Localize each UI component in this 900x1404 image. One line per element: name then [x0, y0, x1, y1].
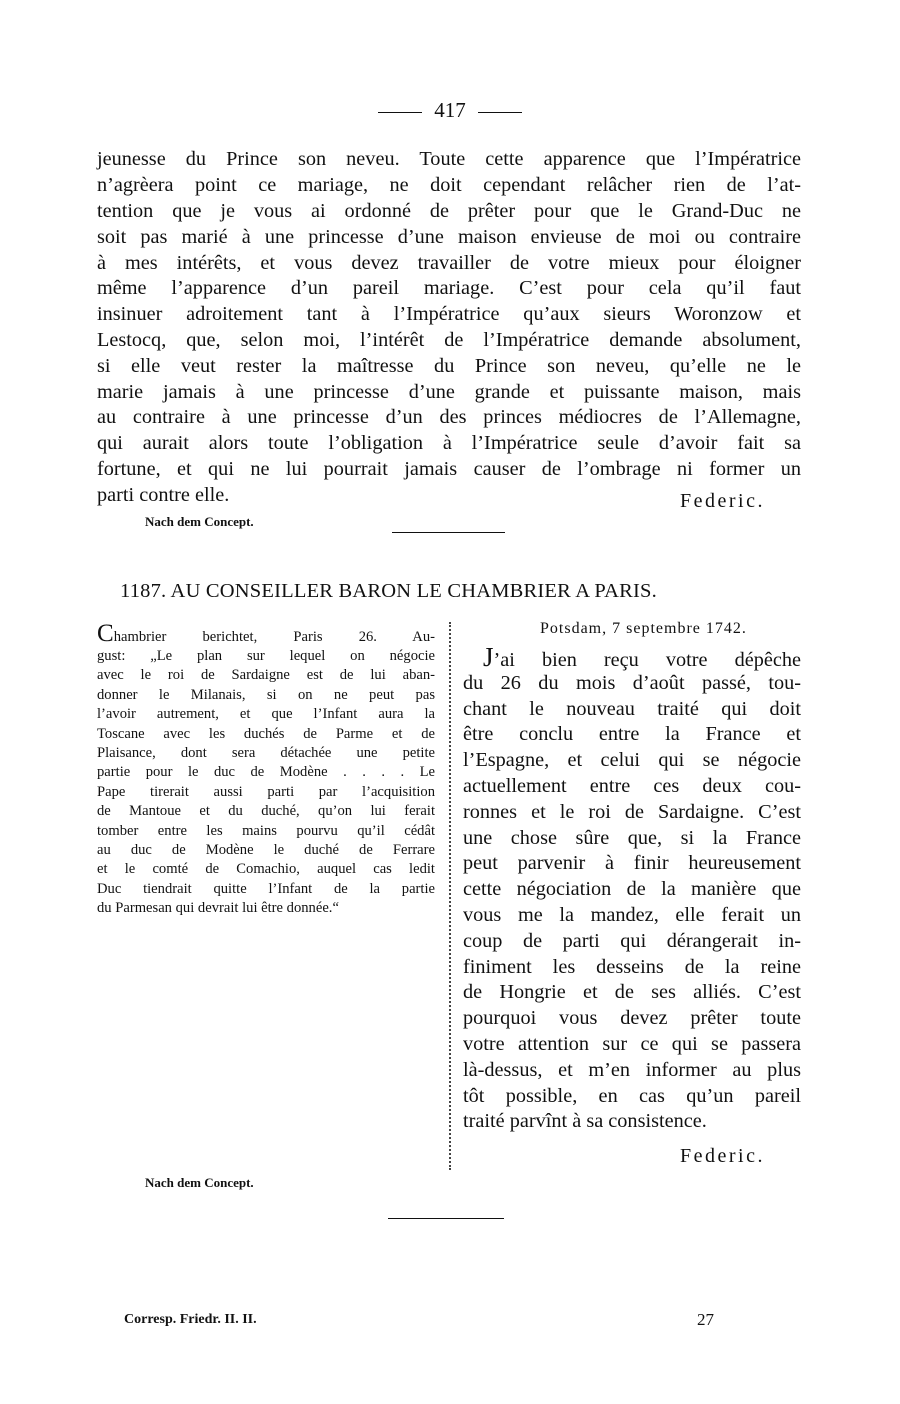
left-column-line: et le comté de Comachio, auquel cas ledit — [97, 861, 435, 877]
right-column-line: J’ai bien reçu votre dépêche — [483, 642, 801, 672]
body-line: tention que je vous ai ordonné de prêter pour que le Grand-Duc ne — [97, 200, 801, 222]
right-column-line: du 26 du mois d’août passé, tou- — [463, 672, 801, 694]
section-divider — [392, 532, 505, 533]
left-column-line: gust: „Le plan sur lequel on négocie — [97, 648, 435, 664]
header-rule-right — [478, 112, 522, 113]
left-column-line: avec le roi de Sardaigne est de lui aban- — [97, 667, 435, 683]
page-header — [0, 98, 900, 123]
right-column-line: chant le nouveau traité qui doit — [463, 698, 801, 720]
source-note: Nach dem Concept. — [145, 514, 254, 529]
signature: Federic. — [680, 490, 765, 512]
right-column-line: peut parvenir à finir heureusement — [463, 852, 801, 874]
footer-sheet-number: 27 — [697, 1310, 714, 1329]
body-line: marie jamais à une princesse d’une grande et puissante maison, mais — [97, 381, 801, 403]
column-separator — [449, 622, 451, 1170]
right-column-line: une chose sûre que, si la France — [463, 827, 801, 849]
dropcap: C — [97, 620, 114, 647]
source-note: Nach dem Concept. — [145, 1175, 254, 1190]
body-line: si elle veut rester la maîtresse du Prince son neveu, qu’elle ne le — [97, 355, 801, 377]
body-line: au contraire à une princesse d’un des princes médiocres de l’Allemagne, — [97, 406, 801, 428]
left-column-line: Toscane avec les duchés de Parme et de — [97, 726, 435, 742]
right-column-line: votre attention sur ce qui se passera — [463, 1033, 801, 1055]
right-column-line: coup de parti qui dérangerait in- — [463, 930, 801, 952]
right-column-line: actuellement entre ces deux cou- — [463, 775, 801, 797]
body-line: insinuer adroitement tant à l’Impératrice qu’aux sieurs Woronzow et — [97, 303, 801, 325]
page-number: 417 — [434, 98, 466, 122]
body-line: même l’apparence d’un pareil mariage. C’est pour cela qu’il faut — [97, 277, 801, 299]
section-divider — [388, 1218, 504, 1219]
left-column-line: Duc tiendrait quitte l’Infant de la partie — [97, 881, 435, 897]
body-line: jeunesse du Prince son neveu. Toute cette apparence que l’Impératrice — [97, 148, 801, 170]
body-line: qui aurait alors toute l’obligation à l’Impératrice seule d’avoir fait sa — [97, 432, 801, 454]
left-column-line: tomber entre les mains pourvu qu’il cédât — [97, 823, 435, 839]
body-line: parti contre elle. — [97, 484, 230, 506]
right-column-line: vous me la mandez, elle ferait un — [463, 904, 801, 926]
signature: Federic. — [680, 1145, 765, 1167]
right-column-line: tôt possible, en cas qu’un pareil — [463, 1085, 801, 1107]
body-line: fortune, et qui ne lui pourrait jamais causer de l’ombrage ni former un — [97, 458, 801, 480]
body-line: à mes intérêts, et vous devez travailler de votre mieux pour éloigner — [97, 252, 801, 274]
dropcap: J — [483, 642, 494, 672]
right-column-line: être conclu entre la France et — [463, 723, 801, 745]
left-column-line: Pape tirerait aussi parti par l’acquisition — [97, 784, 435, 800]
right-column-line: l’Espagne, et celui qui se négocie — [463, 749, 801, 771]
right-column-line: pourquoi vous devez prêter toute — [463, 1007, 801, 1029]
left-column-line: du Parmesan qui devrait lui être donnée.“ — [97, 900, 339, 916]
body-line: soit pas marié à une princesse d’une maison envieuse de moi ou contraire — [97, 226, 801, 248]
body-line: n’agrèera point ce mariage, ne doit cependant relâcher rien de l’at- — [97, 174, 801, 196]
right-column-line: de Hongrie et de ses alliés. C’est — [463, 981, 801, 1003]
body-line: Lestocq, que, selon moi, l’intérêt de l’Impératrice demande absolument, — [97, 329, 801, 351]
letter-title: 1187. AU CONSEILLER BARON LE CHAMBRIER A PARIS. — [120, 580, 657, 602]
right-column-line: finiment les desseins de la reine — [463, 956, 801, 978]
dateline: Potsdam, 7 septembre 1742. — [540, 620, 747, 637]
left-column-line: partie pour le duc de Modène . . . . Le — [97, 764, 435, 780]
right-column-line: traité parvînt à sa consistence. — [463, 1110, 707, 1132]
left-column-line: l’avoir autrement, et que l’Infant aura la — [97, 706, 435, 722]
left-column-line: Plaisance, dont sera détachée une petite — [97, 745, 435, 761]
header-rule-left — [378, 112, 422, 113]
right-column-line: cette négociation de la manière que — [463, 878, 801, 900]
right-column-line: ronnes et le roi de Sardaigne. C’est — [463, 801, 801, 823]
right-column-line: là-dessus, et m’en informer au plus — [463, 1059, 801, 1081]
left-column-line: de Mantoue et du duché, qu’on lui ferait — [97, 803, 435, 819]
left-column-line: Chambrier berichtet, Paris 26. Au- — [97, 620, 435, 647]
footer-signature-mark: Corresp. Friedr. II. II. — [124, 1312, 257, 1327]
left-column-line: au duc de Modène le duché de Ferrare — [97, 842, 435, 858]
left-column-line: donner le Milanais, si on ne peut pas — [97, 687, 435, 703]
